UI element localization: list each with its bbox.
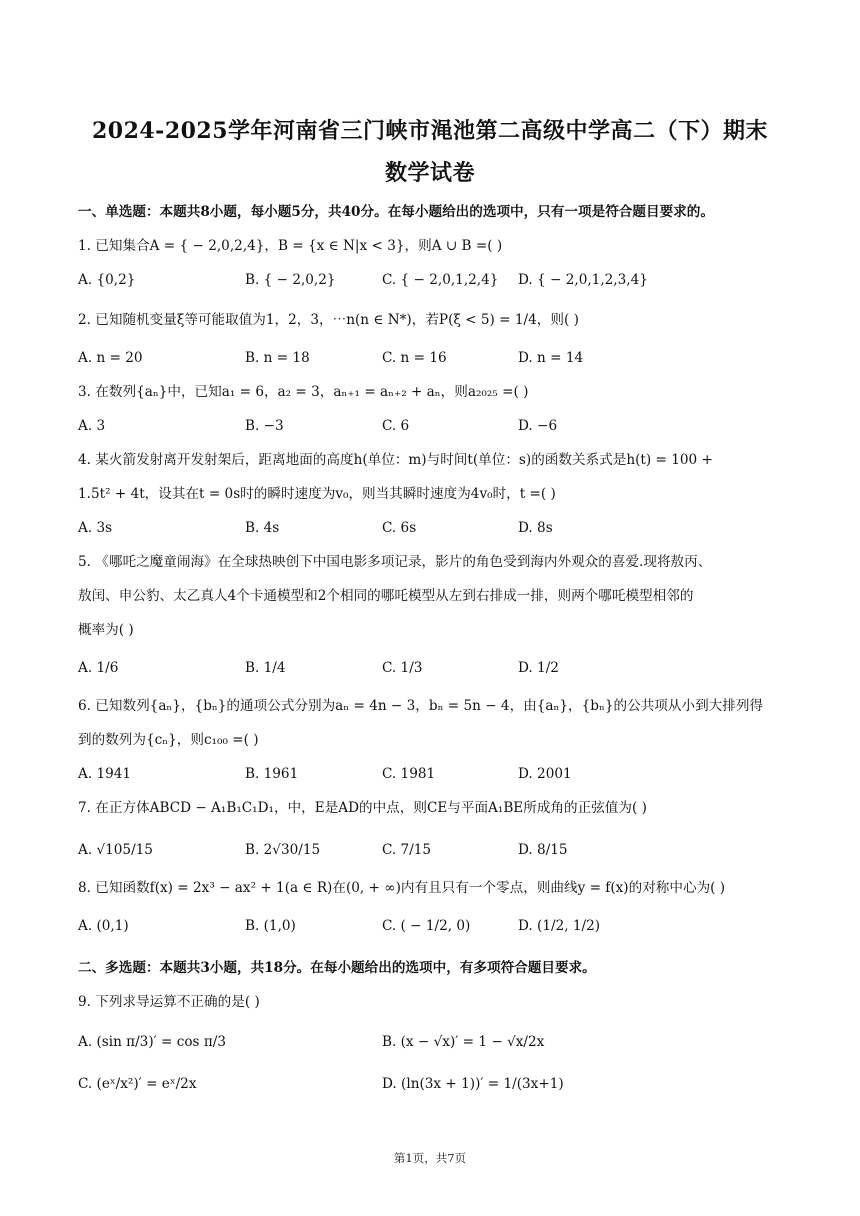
question-4-stem-line1: 4. 某火箭发射离开发射架后，距离地面的高度h(单位：m)与时间t(单位：s)的函数关系式是h(t) = 100 + bbox=[78, 452, 713, 468]
q9-option-b: B. (x − √x)′ = 1 − √x/2x bbox=[382, 1034, 545, 1050]
q2-option-b: B. n = 18 bbox=[245, 350, 310, 366]
q6-option-b: B. 1961 bbox=[245, 766, 299, 782]
q8-option-d: D. (1/2, 1/2) bbox=[518, 918, 601, 934]
q9-option-d: D. (ln(3x + 1))′ = 1/(3x+1) bbox=[382, 1076, 564, 1092]
section-heading-single-choice: 一、单选题：本题共8小题，每小题5分，共40分。在每小题给出的选项中，只有一项是符合题目要求的。 bbox=[78, 204, 714, 220]
exam-title-line2: 数学试卷 bbox=[384, 160, 475, 186]
q1-option-a: A. {0,2} bbox=[78, 272, 136, 288]
q1-option-b: B. { − 2,0,2} bbox=[245, 272, 336, 288]
question-2-stem: 2. 已知随机变量ξ等可能取值为1，2，3，⋯n(n ∈ N*)，若P(ξ < 5) = 1/4，则( ) bbox=[78, 312, 579, 328]
q5-option-c: C. 1/3 bbox=[382, 660, 423, 676]
q6-option-a: A. 1941 bbox=[78, 766, 132, 782]
q9-option-a: A. (sin π/3)′ = cos π/3 bbox=[78, 1034, 227, 1050]
q5-option-b: B. 1/4 bbox=[245, 660, 286, 676]
q8-option-c: C. ( − 1/2, 0) bbox=[382, 918, 471, 934]
q6-option-d: D. 2001 bbox=[518, 766, 572, 782]
question-5-stem-line2: 敖闰、申公豹、太乙真人4个卡通模型和2个相同的哪吒模型从左到右排成一排，则两个哪吒模型相邻的 bbox=[78, 588, 694, 604]
page-footer: 第1页，共7页 bbox=[393, 1151, 467, 1165]
question-6-stem-line2: 到的数列为{cₙ}，则c₁₀₀ =( ) bbox=[78, 732, 259, 748]
section-heading-multiple-choice: 二、多选题：本题共3小题，共18分。在每小题给出的选项中，有多项符合题目要求。 bbox=[78, 960, 596, 976]
q1-option-c: C. { − 2,0,1,2,4} bbox=[382, 272, 499, 288]
q5-option-d: D. 1/2 bbox=[518, 660, 559, 676]
question-3-stem: 3. 在数列{aₙ}中，已知a₁ = 6，a₂ = 3，aₙ₊₁ = aₙ₊₂ + aₙ，则a₂₀₂₅ =( ) bbox=[78, 384, 529, 400]
question-8-stem: 8. 已知函数f(x) = 2x³ − ax² + 1(a ∈ R)在(0, + ∞)内有且只有一个零点，则曲线y = f(x)的对称中心为( ) bbox=[78, 880, 726, 896]
question-7-stem: 7. 在正方体ABCD − A₁B₁C₁D₁，中，E是AD的中点，则CE与平面A₁BE所成角的正弦值为( ) bbox=[78, 800, 647, 816]
q4-option-c: C. 6s bbox=[382, 520, 417, 536]
q7-option-a: A. √105/15 bbox=[78, 842, 153, 858]
q5-option-a: A. 1/6 bbox=[78, 660, 119, 676]
q7-option-c: C. 7/15 bbox=[382, 842, 432, 858]
q3-option-b: B. −3 bbox=[245, 418, 284, 434]
q8-option-b: B. (1,0) bbox=[245, 918, 296, 934]
q4-option-a: A. 3s bbox=[78, 520, 113, 536]
q2-option-a: A. n = 20 bbox=[78, 350, 143, 366]
q1-option-d: D. { − 2,0,1,2,3,4} bbox=[518, 272, 648, 288]
exam-title-line1: 2024-2025学年河南省三门峡市渑池第二高级中学高二（下）期末 bbox=[91, 118, 769, 144]
q7-option-d: D. 8/15 bbox=[518, 842, 568, 858]
question-9-stem: 9. 下列求导运算不正确的是( ) bbox=[78, 994, 260, 1010]
question-4-stem-line2: 1.5t² + 4t，设其在t = 0s时的瞬时速度为v₀，则当其瞬时速度为4v₀时，t =( ) bbox=[78, 486, 556, 502]
q7-option-b: B. 2√30/15 bbox=[245, 842, 321, 858]
q9-option-c: C. (eˣ/x²)′ = eˣ/2x bbox=[78, 1076, 197, 1092]
q3-option-c: C. 6 bbox=[382, 418, 410, 434]
q8-option-a: A. (0,1) bbox=[78, 918, 129, 934]
q2-option-c: C. n = 16 bbox=[382, 350, 447, 366]
question-1-stem: 1. 已知集合A = { − 2,0,2,4}，B = {x ∈ N|x < 3}，则A ∪ B =( ) bbox=[78, 238, 503, 254]
q4-option-b: B. 4s bbox=[245, 520, 280, 536]
question-6-stem-line1: 6. 已知数列{aₙ}，{bₙ}的通项公式分别为aₙ = 4n − 3，bₙ = 5n − 4，由{aₙ}，{bₙ}的公共项从小到大排列得 bbox=[78, 698, 764, 714]
question-5-stem-line1: 5. 《哪吒之魔童闹海》在全球热映创下中国电影多项记录，影片的角色受到海内外观众的喜爱.现将敖丙、 bbox=[78, 554, 712, 570]
question-5-stem-line3: 概率为( ) bbox=[78, 622, 134, 638]
q3-option-a: A. 3 bbox=[78, 418, 106, 434]
q2-option-d: D. n = 14 bbox=[518, 350, 584, 366]
q6-option-c: C. 1981 bbox=[382, 766, 436, 782]
q4-option-d: D. 8s bbox=[518, 520, 553, 536]
q3-option-d: D. −6 bbox=[518, 418, 558, 434]
